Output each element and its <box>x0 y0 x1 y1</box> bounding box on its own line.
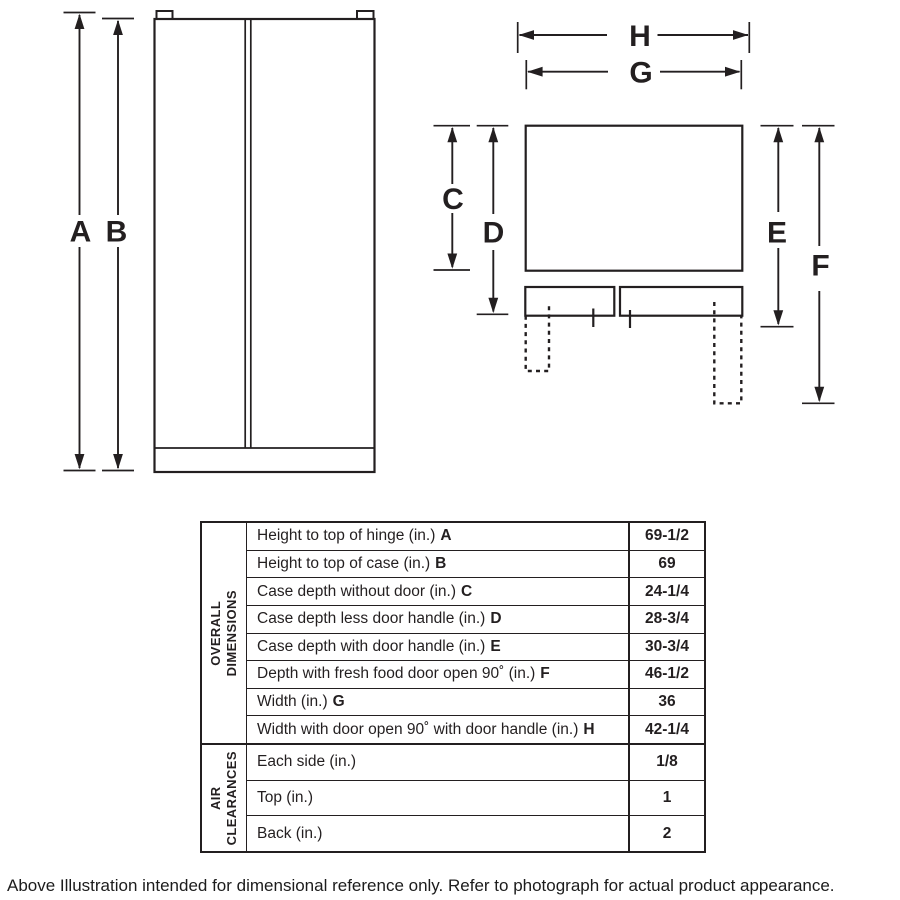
dim-label-a: A <box>69 215 92 249</box>
air-clearances-section <box>202 745 704 851</box>
row-label-text: Depth with fresh food door open 90˚ (in.) <box>257 665 536 683</box>
row-label-text: Width with door open 90˚ with door handle (in.) <box>257 720 579 738</box>
row-value: 69-1/2 <box>628 523 704 550</box>
dimension-line-d <box>477 126 509 315</box>
row-label <box>247 551 628 578</box>
row-letter: A <box>440 527 452 545</box>
row-label <box>247 745 628 780</box>
fresh-food-door-open-dotted-outline <box>714 302 741 403</box>
row-value: 36 <box>628 689 704 716</box>
row-value: 42-1/4 <box>628 716 704 743</box>
table-row <box>247 577 704 605</box>
row-value: 46-1/2 <box>628 661 704 688</box>
row-value: 28-3/4 <box>628 606 704 633</box>
dim-label-c: C <box>442 182 464 216</box>
row-label-text: Height to top of case (in.) <box>257 554 431 572</box>
table-row <box>247 660 704 688</box>
row-label <box>247 816 628 851</box>
table-row <box>247 550 704 578</box>
freezer-door-top-view <box>525 287 614 316</box>
dim-label-g: G <box>629 56 653 90</box>
left-hinge <box>157 11 173 19</box>
dimension-line-f <box>802 126 835 404</box>
table-row <box>247 605 704 633</box>
table-row <box>247 633 704 661</box>
dim-label-b: B <box>105 215 128 249</box>
row-value: 30-3/4 <box>628 634 704 661</box>
row-letter: F <box>540 665 550 683</box>
dim-label-e: E <box>766 216 788 250</box>
dim-label-h: H <box>629 19 651 53</box>
freezer-door-open-dotted-outline <box>526 302 549 371</box>
row-value: 69 <box>628 551 704 578</box>
dimensions-table <box>200 521 706 853</box>
row-letter: B <box>435 554 447 572</box>
fridge-outline <box>155 19 375 472</box>
row-label <box>247 781 628 816</box>
overall-dimensions-header-cell <box>202 523 247 743</box>
table-row <box>247 780 704 816</box>
row-label <box>247 578 628 605</box>
row-letter: G <box>332 693 345 711</box>
overall-dimensions-header <box>208 590 241 676</box>
dimension-line-h <box>518 20 750 53</box>
row-label <box>247 634 628 661</box>
row-label <box>247 606 628 633</box>
row-letter: E <box>490 637 501 655</box>
table-row <box>247 688 704 716</box>
footnote: Above Illustration intended for dimensional reference only. Refer to photograph for actual product appearance. <box>7 876 835 895</box>
table-row <box>247 523 704 550</box>
row-label-text: Width (in.) <box>257 693 328 711</box>
dimension-line-c <box>434 126 471 270</box>
header-line: CLEARANCES <box>224 750 240 846</box>
overall-dimensions-section <box>202 523 704 745</box>
overall-dimensions-rows <box>247 523 704 743</box>
row-letter: C <box>461 582 473 600</box>
row-label-text: Back (in.) <box>257 824 323 842</box>
top-view-diagram <box>434 20 835 404</box>
header-line: DIMENSIONS <box>224 589 239 677</box>
dimension-line-a <box>64 13 96 471</box>
row-label <box>247 689 628 716</box>
dimension-line-b <box>102 19 134 471</box>
row-label <box>247 661 628 688</box>
dim-label-f: F <box>811 249 830 283</box>
row-label-text: Case depth with door handle (in.) <box>257 637 486 655</box>
fresh-food-door-top-view <box>620 287 742 316</box>
dimension-line-e <box>761 126 794 327</box>
table-row <box>247 715 704 743</box>
front-view-diagram <box>64 11 375 472</box>
air-clearances-rows <box>247 745 704 851</box>
right-hinge <box>357 11 374 19</box>
row-label-text: Case depth without door (in.) <box>257 582 457 600</box>
row-value: 1/8 <box>628 745 704 780</box>
dimension-line-g <box>526 57 741 90</box>
table-row <box>247 745 704 780</box>
header-line: AIR <box>207 786 223 810</box>
row-value: 1 <box>628 781 704 816</box>
row-letter: D <box>490 610 502 628</box>
row-label-text: Each side (in.) <box>257 753 357 771</box>
header-line: OVERALL <box>207 600 223 666</box>
dim-label-d: D <box>482 216 505 250</box>
row-label-text: Height to top of hinge (in.) <box>257 527 436 545</box>
case-top-view <box>526 126 743 271</box>
table-row <box>247 815 704 851</box>
air-clearances-header <box>208 751 241 845</box>
air-clearances-header-cell <box>202 745 247 851</box>
row-label-text: Case depth less door handle (in.) <box>257 610 486 628</box>
row-value: 2 <box>628 816 704 851</box>
row-letter: H <box>583 720 595 738</box>
row-label-text: Top (in.) <box>257 789 313 806</box>
row-label <box>247 523 628 550</box>
row-label <box>247 716 628 743</box>
row-value: 24-1/4 <box>628 578 704 605</box>
